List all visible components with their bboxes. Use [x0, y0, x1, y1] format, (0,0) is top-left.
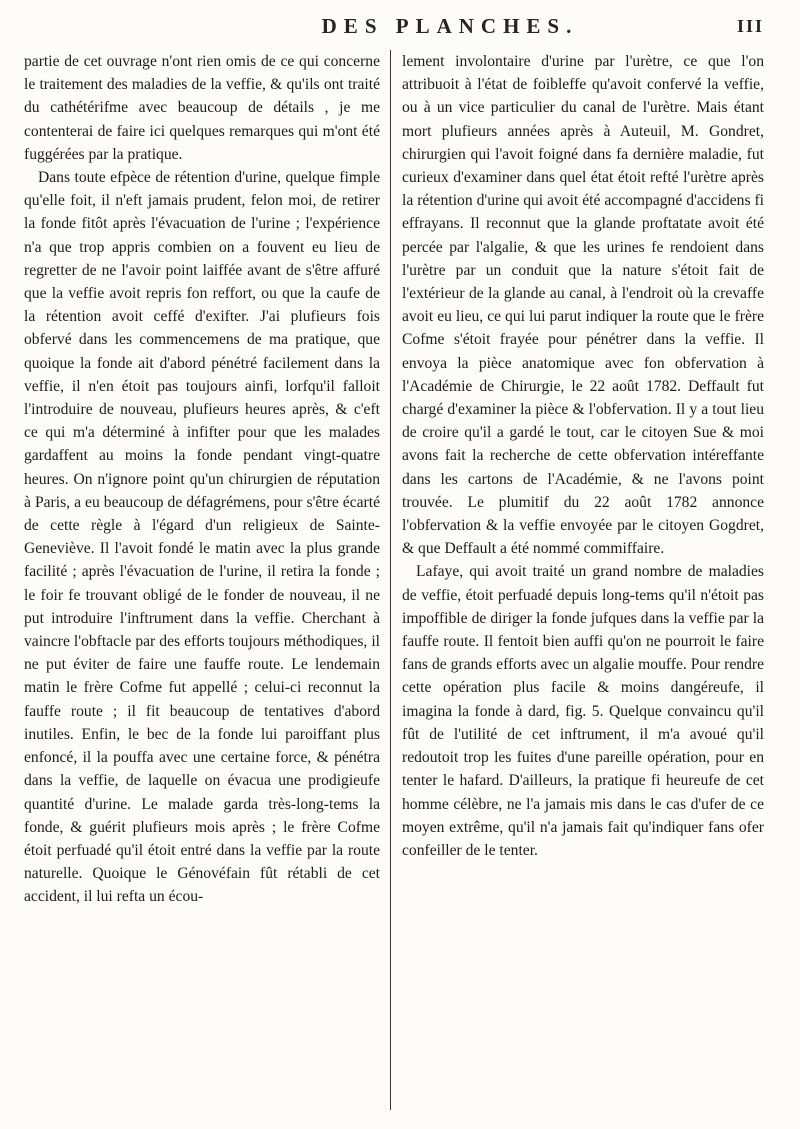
running-head: DES PLANCHES.	[321, 14, 579, 38]
right-paragraph-2: Lafaye, qui avoit traité un grand nombre de maladies de veffie, étoit perfuadé depuis long-tems qu'il n'étoit pas impoffible de diriger la fonde jufques dans la veffie par la fauffe route. Il fentoit bien auffi qu'on ne pourroit le faire fans de grands efforts avec un algalie mouffe. Pour rendre cette opération plus facile & moins dangéreufe, il imagina la fonde à dard, fig. 5. Quelque convaincu qu'il fût de l'utilité de cet inftrument, il m'a avoué qu'il redoutoit trop les fuites d'une pareille opération, pour en tenter le hafard. D'ailleurs, la pratique fi heureufe de cet homme célèbre, ne l'a jamais mis dans le cas d'ufer de ce moyen extrême, qu'il n'a jamais fait qu'indiquer fans ofer confeiller de le tenter.	[402, 563, 764, 859]
right-column	[402, 50, 764, 862]
left-paragraph-1: partie de cet ouvrage n'ont rien omis de ce qui concerne le traitement des maladies de la veffie, & qu'ils ont traité du cathétérifme avec beaucoup de détails , je me contenterai de faire ici quelques remarques qui m'ont été fuggérées par la pratique.	[24, 53, 380, 163]
left-column	[24, 50, 380, 909]
right-paragraph-1: lement involontaire d'urine par l'urètre, ce que l'on attribuoit à l'état de foibleffe qu'avoit confervé la veffie, ou à un vice particulier du canal de l'urètre. Mais étant mort plufieurs années après à Auteuil, M. Gondret, chirurgien qui l'avoit foigné dans fa dernière maladie, fut curieux d'examiner dans quel état étoit refté l'urètre après la rétention d'urine qui avoit été accompagné d'accidens fi effrayans. Il reconnut que la glande proftatate avoit été percée par l'algalie, & que les urines fe rendoient dans l'urètre par un conduit que la nature s'étoit fait de l'extérieur de la glande au canal, à l'endroit où la crevaffe avoit eu lieu, ce qui lui parut indiquer la route que le frère Cofme s'étoit frayée pour pénétrer dans la veffie. Il envoya la pièce anatomique avec fon obfervation à l'Académie de Chirurgie, le 22 août 1782. Deffault fut chargé d'examiner la pièce & l'obfervation. Il y a tout lieu de croire qu'il a gardé le tout, car le citoyen Sue & moi avons fait la recherche de cette obfervation intéreffante dans les cartons de l'Académie, & ne l'avons point trouvée. Le plumitif du 22 août 1782 annonce l'obfervation & la veffie envoyée par le citoyen Gogdret, & que Deffault a été nommé commiffaire.	[402, 53, 764, 558]
column-divider	[390, 50, 391, 1110]
page-number: III	[736, 16, 764, 36]
left-paragraph-2: Dans toute efpèce de rétention d'urine, quelque fimple qu'elle foit, il n'eft jamais prudent, felon moi, de retirer la fonde fitôt après l'évacuation de l'urine ; l'expérience n'a que trop appris combien on a fouvent eu lieu de regretter de ne l'avoir point laiffée avant de s'être affuré que la veffie avoit repris fon reffort, ou que la caufe de la rétention avoit ceffé d'exifter. J'ai plufieurs fois obfervé dans les commencemens de ma pratique, que quoique la fonde ait d'abord pénétré facilement dans la veffie, il n'en étoit pas toujours ainfi, lorfqu'il falloit l'introduire de nouveau, plufieurs heures après, & c'eft ce qui m'a déterminé à infifter pour que les malades gardaffent au moins la fonde pendant vingt-quatre heures. On n'ignore point qu'un chirurgien de réputation à Paris, a eu beaucoup de défagrémens, pour s'être écarté de cette règle à l'égard d'un religieux de Sainte-Geneviève. Il l'avoit fondé le matin avec la plus grande facilité ; après l'évacuation de l'urine, il retira la fonde ; le foir fe trouvant obligé de le fonder de nouveau, il ne put introduire l'inftrument dans la veffie. Cherchant à vaincre l'obftacle par des efforts toujours méthodiques, il ne put éviter de faire une fauffe route. Le lendemain matin le frère Cofme fut appellé ; celui-ci reconnut la fauffe route ; il fit beaucoup de tentatives d'abord inutiles. Enfin, le bec de la fonde lui paroiffant plus enfoncé, il la pouffa avec une certaine force, & pénétra dans la veffie, de laquelle on évacua une prodigieufe quantité d'urine. Le malade garda très-long-tems la fonde, & guérit plufieurs mois après ; le frère Cofme étoit perfuadé qu'il étoit entré dans la veffie par la route naturelle. Quoique le Génovéfain fût rétabli de cet accident, il lui refta un écou-	[24, 169, 380, 906]
